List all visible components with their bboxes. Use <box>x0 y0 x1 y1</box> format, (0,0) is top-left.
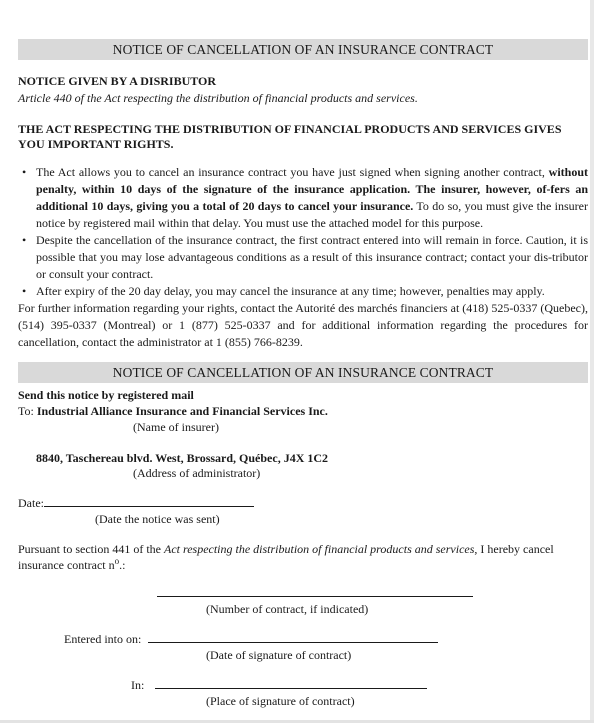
rights-item-1-intro: The Act allows you to cancel an insurance contract you have just signed when signing another contract, <box>36 165 545 179</box>
to-label: To: <box>18 404 34 418</box>
signature-date-caption: (Date of signature of contract) <box>206 648 352 662</box>
pursuant-line2 <box>18 557 125 574</box>
pursuant-act-title: Act respecting the distribution of financial products and services <box>163 542 475 556</box>
notice-given-heading: NOTICE GIVEN BY A DISRIBUTOR <box>18 74 217 88</box>
contract-number-field <box>157 585 473 602</box>
administrator-address: 8840, Taschereau blvd. West, Brossard, Québec, J4X 1C2 <box>36 451 329 465</box>
rights-item-1-bold: without penalty, within 10 days of the signature of the insurance application. The insurer, however, of-fers an additional 10 days, giving you a total of 20 days to cancel your insurance. <box>36 165 588 213</box>
date-caption: (Date the notice was sent) <box>95 512 220 526</box>
pursuant-contract-label: insurance contract n <box>18 558 115 572</box>
send-by-mail-text: Send this notice by registered mail <box>18 388 194 402</box>
act-heading-line1: THE ACT RESPECTING THE DISTRIBUTION OF FINANCIAL PRODUCTS AND SERVICES GIVES <box>18 122 562 136</box>
rights-item-3: • After expiry of the 20 day delay, you may cancel the insurance at any time; however, penalties may apply. <box>18 283 588 300</box>
entered-into-line[interactable] <box>148 631 438 643</box>
to-field <box>18 403 328 420</box>
pursuant-line1 <box>18 541 554 558</box>
rights-item-2: • Despite the cancellation of the insurance contract, the first contract entered into will remain in force. Caution, it is possible that you may lose advantageous conditions as a result of this insurance contract; contact your dis-tributor or consult your contract. <box>18 232 588 283</box>
rights-item-1-rest: To do so, you must give the insurer notice by registered mail within that delay. You must use the attached model for this purpose. <box>36 199 588 230</box>
pursuant-text-after: , I hereby cancel <box>474 542 554 556</box>
page-edge-right <box>590 0 594 723</box>
place-input-line[interactable] <box>155 677 427 689</box>
in-field <box>131 677 427 694</box>
notice-header-1: NOTICE OF CANCELLATION OF AN INSURANCE CONTRACT <box>18 39 588 60</box>
date-field <box>18 495 254 512</box>
pursuant-contract-no-sup: o <box>114 556 120 566</box>
date-label: Date: <box>18 496 44 510</box>
entered-into-label: Entered into on: <box>64 632 142 646</box>
in-label: In: <box>131 678 145 692</box>
article-reference: Article 440 of the Act respecting the distribution of financial products and services. <box>18 91 418 105</box>
act-heading-line2: YOU IMPORTANT RIGHTS. <box>18 137 174 151</box>
rights-list <box>18 164 588 300</box>
place-caption: (Place of signature of contract) <box>206 694 355 708</box>
further-information: For further information regarding your rights, contact the Autorité des marchés financiers at (418) 525-0337 (Quebec), (514) 395-0337 (Montreal) or 1 (877) 525-0337 and for additional information regarding the procedures for cancellation, contact the administrator at 1 (855) 766-8239. <box>18 301 588 349</box>
entered-into-field <box>64 631 438 648</box>
pursuant-text-before: Pursuant to section 441 of the <box>18 542 164 556</box>
notice-header-2: NOTICE OF CANCELLATION OF AN INSURANCE CONTRACT <box>18 362 588 383</box>
contract-number-caption: (Number of contract, if indicated) <box>206 602 369 616</box>
rights-item-1 <box>18 164 588 232</box>
administrator-caption: (Address of administrator) <box>133 466 261 480</box>
pursuant-contract-label-end: .: <box>119 558 126 572</box>
contract-number-line[interactable] <box>157 585 473 597</box>
insurer-caption: (Name of insurer) <box>133 420 219 434</box>
insurer-name: Industrial Alliance Insurance and Financial Services Inc. <box>36 404 328 418</box>
date-input-line[interactable] <box>44 495 254 507</box>
